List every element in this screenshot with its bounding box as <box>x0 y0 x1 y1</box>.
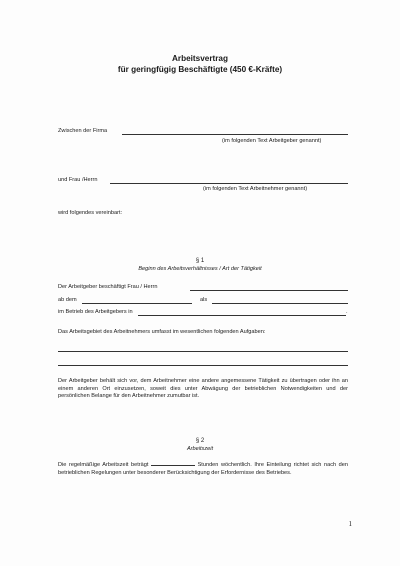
firma-note: (im folgenden Text Arbeitgeber genannt) <box>222 138 322 144</box>
working-time-before: Die regelmäßige Arbeitszeit beträgt <box>58 462 149 468</box>
section-1-title: Beginn des Arbeitsverhältnisses / Art der Tätigkeit <box>138 266 262 272</box>
tasks-line-2[interactable] <box>58 365 348 366</box>
hours-field-line[interactable] <box>151 460 195 466</box>
position-line[interactable] <box>212 303 348 304</box>
section-2-title: Arbeitszeit <box>186 446 214 452</box>
section-1-number: § 1 <box>195 258 205 264</box>
person-field-line[interactable] <box>110 183 348 184</box>
employs-label: Der Arbeitgeber beschäftigt Frau / Herrn <box>58 284 158 290</box>
reservation-paragraph: Der Arbeitgeber behält sich vor, dem Arbeitnehmer eine andere angemessene Tätigkeit zu übertragen oder ihn an einem anderen Ort einzusetzen, soweit dies unter Abwägung der betrieblichen Notwendigkeiten und der persönlichen Belange für den Arbeitnehmer zumutbar ist. <box>58 378 348 400</box>
business-end: . <box>346 309 348 315</box>
firma-field-line[interactable] <box>122 134 348 135</box>
tasks-line-1[interactable] <box>58 351 348 352</box>
person-note: (im folgenden Text Arbeitnehmer genannt) <box>203 186 308 192</box>
title-line-2: für geringfügig Beschäftigte (450 €-Kräfte) <box>117 65 283 74</box>
start-date-line[interactable] <box>82 303 192 304</box>
section-2-number: § 2 <box>195 438 205 444</box>
employee-name-line[interactable] <box>190 290 348 291</box>
from-label: ab dem <box>58 297 77 303</box>
working-time-paragraph <box>58 460 348 477</box>
as-label: als <box>200 297 208 303</box>
business-location-line[interactable] <box>138 315 346 316</box>
document-title <box>0 53 400 75</box>
working-time-after: Stunden wöchentlich. Ihre Einteilung richtet sich nach den betrieblichen Regelungen unter besonderer Berücksichtigung der Erfordernisse des Betriebes. <box>58 462 348 476</box>
business-label: im Betrieb des Arbeitgebers in <box>58 309 133 315</box>
tasks-intro: Das Arbeitsgebiet des Arbeitnehmers umfasst im wesentlichen folgenden Aufgaben: <box>58 329 266 335</box>
agreement-text: wird folgendes vereinbart: <box>58 210 123 216</box>
person-label: und Frau /Herrn <box>58 177 98 183</box>
title-line-1: Arbeitsvertrag <box>172 54 228 63</box>
page-number: 1 <box>348 520 352 528</box>
firma-label: Zwischen der Firma <box>58 128 108 134</box>
